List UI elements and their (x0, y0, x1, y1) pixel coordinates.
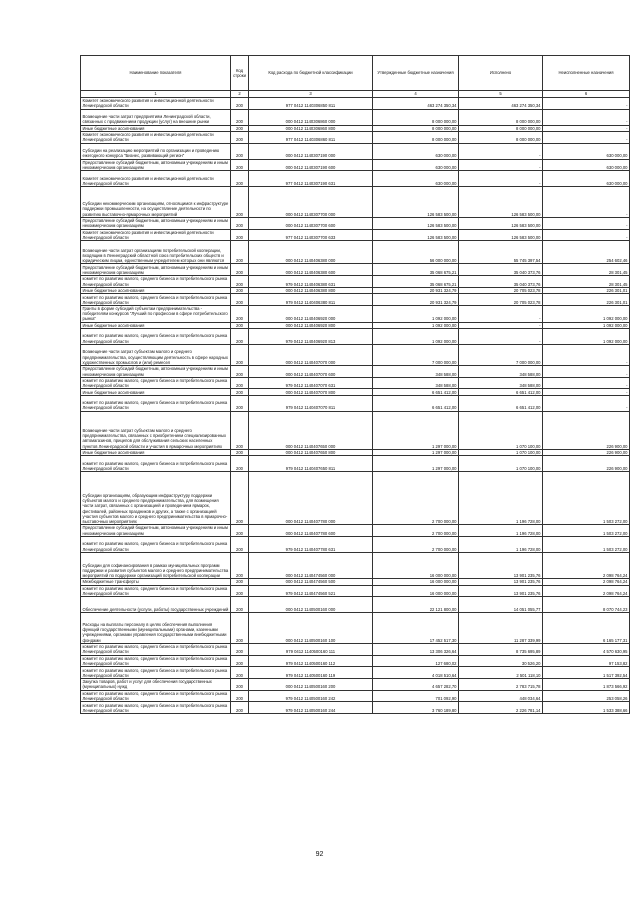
row-approved: 3 760 189,80 (373, 702, 459, 714)
row-executed: 126 583 500,00 (459, 217, 543, 229)
row-code: 200 (231, 472, 249, 525)
row-unexecuted: 1 092 000,00 (543, 328, 630, 344)
row-unexecuted: - (543, 389, 630, 395)
row-unexecuted: 226 301,01 (543, 287, 630, 293)
row-name: комитет по развитию малого, среднего бизнеса и потребительского рынка Ленинградской области (81, 294, 231, 306)
row-approved: 6 651 412,00 (373, 395, 459, 411)
row-approved: 126 583 500,00 (373, 217, 459, 229)
row-code: 200 (231, 187, 249, 218)
row-executed: 13 901 235,76 (459, 585, 543, 597)
row-name: комитет по развитию малого, среднего бизнеса и потребительского рынка Ленинградской области (81, 456, 231, 472)
row-code: 200 (231, 395, 249, 411)
row-unexecuted: 28 301,45 (543, 276, 630, 288)
row-budget-code: 979 0412 1140474560 521 (249, 585, 373, 597)
row-budget-code: 979 0412 1140407070 631 (249, 377, 373, 389)
row-executed: 6 651 412,00 (459, 389, 543, 395)
row-budget-code: 977 0412 1140307700 633 (249, 229, 373, 241)
row-budget-code: 000 0412 1140406920 800 (249, 322, 373, 328)
row-code: 200 (231, 456, 249, 472)
row-executed: 13 901 235,76 (459, 552, 543, 579)
row-code: 200 (231, 328, 249, 344)
row-executed: 126 583 500,00 (459, 187, 543, 218)
table-row (81, 241, 630, 264)
table-row (81, 525, 630, 537)
row-code: 200 (231, 125, 249, 131)
row-code: 200 (231, 690, 249, 702)
row-code: 200 (231, 411, 249, 449)
column-index: 5 (459, 91, 543, 98)
row-code: 200 (231, 613, 249, 644)
row-unexecuted: 28 301,45 (543, 264, 630, 276)
row-unexecuted: 226 900,00 (543, 449, 630, 455)
row-name: Предоставление субсидий бюджетным, автономным учреждениям и иным некоммерческим организациям (81, 217, 231, 229)
row-name: Иные бюджетные ассигнования (81, 287, 231, 293)
row-code: 200 (231, 305, 249, 322)
row-code: 200 (231, 143, 249, 159)
row-budget-code: 000 0412 1140407070 800 (249, 389, 373, 395)
column-index: 3 (249, 91, 373, 98)
table-row (81, 109, 630, 125)
row-executed: 6 651 412,00 (459, 395, 543, 411)
row-approved: 16 000 000,00 (373, 579, 459, 585)
table-row (81, 143, 630, 159)
row-budget-code: 000 0412 1140474560 500 (249, 579, 373, 585)
row-budget-code: 977 0412 1140307190 631 (249, 171, 373, 187)
row-name: комитет по развитию малого, среднего бизнеса и потребительского рынка Ленинградской области (81, 655, 231, 667)
row-executed: 55 745 397,54 (459, 241, 543, 264)
row-budget-code: 979 0412 1140500160 112 (249, 655, 373, 667)
row-code: 200 (231, 131, 249, 143)
row-unexecuted: - (543, 366, 630, 378)
row-approved: 4 018 510,64 (373, 667, 459, 679)
table-row (81, 655, 630, 667)
row-code: 200 (231, 552, 249, 579)
row-budget-code: 979 0412 1140407650 811 (249, 456, 373, 472)
row-budget-code: 979 0412 1140407070 811 (249, 395, 373, 411)
table-row (81, 229, 630, 241)
row-unexecuted: 226 301,01 (543, 294, 630, 306)
budget-execution-table (80, 55, 630, 714)
row-executed: 20 705 023,78 (459, 294, 543, 306)
row-budget-code: 000 0412 1140407650 800 (249, 449, 373, 455)
row-budget-code: 000 0412 1140407070 000 (249, 344, 373, 365)
table-row (81, 597, 630, 613)
row-code: 200 (231, 579, 249, 585)
table-row (81, 377, 630, 389)
column-index: 4 (373, 91, 459, 98)
row-code: 200 (231, 366, 249, 378)
row-unexecuted: 254 602,46 (543, 241, 630, 264)
table-row (81, 366, 630, 378)
row-budget-code: 979 0412 1140407780 631 (249, 536, 373, 552)
row-budget-code: 000 0412 1140407070 600 (249, 366, 373, 378)
table-row (81, 472, 630, 525)
row-code: 200 (231, 241, 249, 264)
table-row (81, 328, 630, 344)
header-budget-code: Код расхода по бюджетной классификации (249, 56, 373, 91)
row-code: 200 (231, 585, 249, 597)
row-executed: - (459, 328, 543, 344)
table-row (81, 171, 630, 187)
row-unexecuted: 97 153,82 (543, 655, 630, 667)
row-unexecuted: 1 092 000,00 (543, 322, 630, 328)
row-code: 200 (231, 377, 249, 389)
row-approved: 126 583 500,00 (373, 187, 459, 218)
row-unexecuted: 4 570 630,95 (543, 643, 630, 655)
table-row (81, 552, 630, 579)
row-name: Возмещение части затрат субъектам малого и среднего предпринимательства, осуществляющим деятельность в сфере народных художественных промыслов и (или) ремесел (81, 344, 231, 365)
row-approved: 20 931 324,79 (373, 294, 459, 306)
row-unexecuted: - (543, 229, 630, 241)
row-budget-code: 000 0412 1140307700 600 (249, 217, 373, 229)
row-approved: 2 700 000,00 (373, 472, 459, 525)
header-unexecuted: Неисполненные назначения (543, 56, 630, 91)
row-unexecuted: - (543, 344, 630, 365)
row-budget-code: 977 0412 1140306850 811 (249, 98, 373, 110)
row-executed: 8 000 000,00 (459, 125, 543, 131)
row-executed: 8 735 695,89 (459, 643, 543, 655)
row-name: комитет по развитию малого, среднего бизнеса и потребительского рынка Ленинградской области (81, 377, 231, 389)
row-unexecuted: 2 098 764,24 (543, 552, 630, 579)
row-code: 200 (231, 276, 249, 288)
row-approved: 22 121 800,00 (373, 597, 459, 613)
row-approved: 1 092 000,00 (373, 328, 459, 344)
row-name: Предоставление субсидий бюджетным, автономным учреждениям и иным некоммерческим организациям (81, 264, 231, 276)
row-code: 200 (231, 525, 249, 537)
row-unexecuted: 630 000,00 (543, 143, 630, 159)
row-executed: 348 588,00 (459, 377, 543, 389)
row-name: Возмещение части затрат организациям потребительской кооперации, входящим в Ленинградский областной союз потребительских обществ и юридическим лицам, единственным учредителем которых они являются (81, 241, 231, 264)
row-unexecuted: 630 000,00 (543, 159, 630, 171)
row-approved: 16 000 000,00 (373, 585, 459, 597)
row-name: Комитет экономического развития и инвестиционной деятельности Ленинградской области (81, 171, 231, 187)
row-name: Иные бюджетные ассигнования (81, 322, 231, 328)
table-header-row (81, 56, 630, 91)
row-name: Обеспечение деятельности (услуги, работы) государственных учреждений (81, 597, 231, 613)
row-executed: - (459, 322, 543, 328)
row-budget-code: 979 0412 1140500160 244 (249, 702, 373, 714)
row-unexecuted: - (543, 187, 630, 218)
row-executed: 1 196 728,00 (459, 472, 543, 525)
row-approved: 2 700 000,00 (373, 525, 459, 537)
row-approved: 348 588,00 (373, 366, 459, 378)
row-executed: 2 226 781,14 (459, 702, 543, 714)
row-budget-code: 979 0412 1140500160 111 (249, 643, 373, 655)
row-budget-code: 000 0412 1140407780 600 (249, 525, 373, 537)
row-code: 200 (231, 597, 249, 613)
row-unexecuted: 8 070 744,23 (543, 597, 630, 613)
row-approved: 13 306 326,64 (373, 643, 459, 655)
row-budget-code: 979 0412 1140500160 242 (249, 690, 373, 702)
row-executed: 14 051 055,77 (459, 597, 543, 613)
row-name: Закупка товаров, работ и услуг для обеспечения государственных (муниципальных) нужд (81, 678, 231, 690)
row-unexecuted: 1 517 392,54 (543, 667, 630, 679)
row-unexecuted: 1 873 566,92 (543, 678, 630, 690)
table-row (81, 702, 630, 714)
row-executed: 35 040 373,76 (459, 276, 543, 288)
row-unexecuted: - (543, 125, 630, 131)
row-code: 200 (231, 229, 249, 241)
row-name: Комитет экономического развития и инвестиционной деятельности Ленинградской области (81, 229, 231, 241)
table-row (81, 131, 630, 143)
row-code: 200 (231, 643, 249, 655)
row-approved: 348 588,00 (373, 377, 459, 389)
row-code: 200 (231, 171, 249, 187)
row-code: 200 (231, 667, 249, 679)
table-row (81, 344, 630, 365)
row-approved: 1 092 000,00 (373, 322, 459, 328)
table-row (81, 667, 630, 679)
row-name: Возмещение части затрат предприятиям Ленинградской области, связанных с продвижением продукции (услуг) на внешние рынки (81, 109, 231, 125)
row-executed: - (459, 305, 543, 322)
row-executed: 2 783 715,78 (459, 678, 543, 690)
row-unexecuted: - (543, 377, 630, 389)
row-approved: 35 068 675,21 (373, 264, 459, 276)
row-budget-code: 000 0412 1140406380 600 (249, 264, 373, 276)
row-executed: 1 070 100,00 (459, 449, 543, 455)
row-approved: 463 274 350,34 (373, 98, 459, 110)
table-row (81, 678, 630, 690)
row-unexecuted: - (543, 109, 630, 125)
column-index: 2 (231, 91, 249, 98)
row-unexecuted: 1 092 000,00 (543, 305, 630, 322)
row-code: 200 (231, 287, 249, 293)
column-index: 6 (543, 91, 630, 98)
row-code: 200 (231, 702, 249, 714)
table-row (81, 217, 630, 229)
row-code: 200 (231, 322, 249, 328)
table-row (81, 305, 630, 322)
table-row (81, 411, 630, 449)
table-row (81, 98, 630, 110)
row-budget-code: 000 0412 1140406380 800 (249, 287, 373, 293)
row-budget-code: 000 0412 1140307190 600 (249, 159, 373, 171)
row-unexecuted: 1 503 272,00 (543, 472, 630, 525)
row-executed: 1 070 100,00 (459, 456, 543, 472)
row-executed: 2 501 118,10 (459, 667, 543, 679)
row-unexecuted: - (543, 98, 630, 110)
row-code: 200 (231, 536, 249, 552)
row-executed: 1 196 728,00 (459, 536, 543, 552)
row-executed: 35 040 373,76 (459, 264, 543, 276)
row-approved: 1 297 000,00 (373, 411, 459, 449)
row-name: Возмещение части затрат субъектам малого и среднего предпринимательства, связанных с приобретением специализированных автомагазинов, прицепов для обслуживания сельских населенных пунктов Ленинградской области и участия в ярмарочных мероприятиях (81, 411, 231, 449)
row-code: 200 (231, 159, 249, 171)
row-name: Субсидии некоммерческим организациям, относящимся к инфраструктуре поддержки промышленности, на осуществление деятельности по развитию выставочно-ярмарочных мероприятий (81, 187, 231, 218)
row-executed: 463 274 350,34 (459, 98, 543, 110)
row-code: 200 (231, 678, 249, 690)
row-unexecuted: 226 900,00 (543, 411, 630, 449)
row-name: комитет по развитию малого, среднего бизнеса и потребительского рынка Ленинградской области (81, 395, 231, 411)
row-name: комитет по развитию малого, среднего бизнеса и потребительского рынка Ленинградской области (81, 667, 231, 679)
row-budget-code: 000 0412 1140306860 000 (249, 109, 373, 125)
row-unexecuted: - (543, 217, 630, 229)
table-row (81, 613, 630, 644)
row-executed: 1 070 100,00 (459, 411, 543, 449)
row-approved: 127 680,02 (373, 655, 459, 667)
row-approved: 1 092 000,00 (373, 305, 459, 322)
row-approved: 630 000,00 (373, 143, 459, 159)
row-approved: 1 297 000,00 (373, 456, 459, 472)
table-row (81, 395, 630, 411)
row-code: 200 (231, 109, 249, 125)
row-unexecuted: - (543, 131, 630, 143)
row-code: 200 (231, 389, 249, 395)
row-name: Комитет экономического развития и инвестиционной деятельности Ленинградской области (81, 98, 231, 110)
row-name: Субсидии на реализацию мероприятий по организации и проведению ежегодного конкурса "Бизнес, развивающий регион" (81, 143, 231, 159)
row-name: Предоставление субсидий бюджетным, автономным учреждениям и иным некоммерческим организациям (81, 525, 231, 537)
row-name: Расходы на выплаты персоналу в целях обеспечения выполнения функций государственными (муниципальными) органами, казенными учреждениями, органами управления государственными внебюджетными фондами (81, 613, 231, 644)
row-name: Предоставление субсидий бюджетным, автономным учреждениям и иным некоммерческим организациям (81, 366, 231, 378)
row-name: Гранты в форме субсидий субъектам предпринимательства - победителям конкурсов "Лучший по профессии в сфере потребительского рынка" (81, 305, 231, 322)
header-name: Наименование показателя (81, 56, 231, 91)
row-budget-code: 000 0412 1140307700 000 (249, 187, 373, 218)
row-unexecuted: 226 900,00 (543, 456, 630, 472)
row-executed: 126 583 500,00 (459, 229, 543, 241)
row-budget-code: 979 0412 1140406380 631 (249, 276, 373, 288)
row-approved: 20 931 324,79 (373, 287, 459, 293)
table-row (81, 276, 630, 288)
row-approved: 701 092,90 (373, 690, 459, 702)
row-approved: 8 000 000,00 (373, 109, 459, 125)
row-code: 200 (231, 449, 249, 455)
row-approved: 6 651 412,00 (373, 389, 459, 395)
row-budget-code: 977 0412 1140306860 811 (249, 131, 373, 143)
row-approved: 16 000 000,00 (373, 552, 459, 579)
row-executed: 1 196 728,00 (459, 525, 543, 537)
row-budget-code: 979 0412 1140500160 119 (249, 667, 373, 679)
row-code: 200 (231, 344, 249, 365)
row-name: Межбюджетные трансферты (81, 579, 231, 585)
row-approved: 2 700 000,00 (373, 536, 459, 552)
row-executed: 20 705 023,78 (459, 287, 543, 293)
row-executed: 348 588,00 (459, 366, 543, 378)
row-budget-code: 000 0412 1140406920 000 (249, 305, 373, 322)
row-approved: 35 068 675,21 (373, 276, 459, 288)
row-unexecuted: 1 503 272,00 (543, 536, 630, 552)
row-name: Иные бюджетные ассигнования (81, 389, 231, 395)
row-unexecuted: 630 000,00 (543, 171, 630, 187)
row-approved: 8 000 000,00 (373, 125, 459, 131)
table-row (81, 264, 630, 276)
table-row (81, 456, 630, 472)
row-code: 200 (231, 264, 249, 276)
row-executed: 30 526,20 (459, 655, 543, 667)
table-row (81, 643, 630, 655)
row-budget-code: 000 0412 1140500160 200 (249, 678, 373, 690)
row-approved: 630 000,00 (373, 171, 459, 187)
row-code: 200 (231, 294, 249, 306)
column-index: 1 (81, 91, 231, 98)
row-executed: 8 000 000,00 (459, 109, 543, 125)
row-budget-code: 000 0412 1140500160 100 (249, 613, 373, 644)
row-name: комитет по развитию малого, среднего бизнеса и потребительского рынка Ленинградской области (81, 536, 231, 552)
row-approved: 4 657 282,70 (373, 678, 459, 690)
row-executed: - (459, 143, 543, 159)
row-executed: - (459, 171, 543, 187)
row-unexecuted: 1 533 388,66 (543, 702, 630, 714)
row-name: Иные бюджетные ассигнования (81, 125, 231, 131)
row-approved: 630 000,00 (373, 159, 459, 171)
row-name: комитет по развитию малого, среднего бизнеса и потребительского рынка Ленинградской области (81, 690, 231, 702)
row-name: комитет по развитию малого, среднего бизнеса и потребительского рынка Ленинградской области (81, 585, 231, 597)
row-executed: 13 901 235,76 (459, 579, 543, 585)
row-code: 200 (231, 655, 249, 667)
row-executed: - (459, 159, 543, 171)
row-name: Субсидии организациям, образующим инфраструктуру поддержки субъектов малого и среднего предпринимательства, для возмещения части затрат, связанных с организацией и проведением ярмарок, фестивалей, районных праздников и других, а также с организацией участия субъектов малого и среднего предпринимательства в ярмарочно-выставочных мероприятиях (81, 472, 231, 525)
row-name: Субсидии для софинансирования в рамках муниципальных программ поддержки и развития субъектов малого и среднего предпринимательства мероприятий по поддержке организаций потребительской кооперации (81, 552, 231, 579)
row-name: комитет по развитию малого, среднего бизнеса и потребительского рынка Ленинградской области (81, 328, 231, 344)
row-approved: 1 297 000,00 (373, 449, 459, 455)
table-row (81, 294, 630, 306)
row-budget-code: 979 0412 1140406920 813 (249, 328, 373, 344)
row-unexecuted: 6 165 177,31 (543, 613, 630, 644)
row-name: комитет по развитию малого, среднего бизнеса и потребительского рынка Ленинградской области (81, 276, 231, 288)
row-name: Комитет экономического развития и инвестиционной деятельности Ленинградской области (81, 131, 231, 143)
row-unexecuted: 2 098 764,24 (543, 585, 630, 597)
row-budget-code: 979 0412 1140406380 811 (249, 294, 373, 306)
row-executed: 448 034,64 (459, 690, 543, 702)
row-unexecuted: - (543, 395, 630, 411)
row-budget-code: 000 0412 1140406380 000 (249, 241, 373, 264)
row-budget-code: 000 0412 1140407650 000 (249, 411, 373, 449)
row-name: Иные бюджетные ассигнования (81, 449, 231, 455)
table-row (81, 536, 630, 552)
row-approved: 7 000 000,00 (373, 344, 459, 365)
table-body (81, 98, 630, 714)
row-name: комитет по развитию малого, среднего бизнеса и потребительского рынка Ленинградской области (81, 643, 231, 655)
row-approved: 17 452 517,30 (373, 613, 459, 644)
header-executed: Исполнено (459, 56, 543, 91)
row-approved: 126 583 500,00 (373, 229, 459, 241)
row-executed: 11 287 339,99 (459, 613, 543, 644)
row-name: Предоставление субсидий бюджетным, автономным учреждениям и иным некоммерческим организациям (81, 159, 231, 171)
row-executed: 7 000 000,00 (459, 344, 543, 365)
column-index-row (81, 91, 630, 98)
header-row-code: Код строки (231, 56, 249, 91)
row-approved: 8 000 000,00 (373, 131, 459, 143)
row-unexecuted: 253 058,26 (543, 690, 630, 702)
row-budget-code: 000 0412 1140407780 000 (249, 472, 373, 525)
table-row (81, 690, 630, 702)
table-row (81, 585, 630, 597)
row-approved: 56 000 000,00 (373, 241, 459, 264)
row-unexecuted: 2 098 764,24 (543, 579, 630, 585)
table-row (81, 159, 630, 171)
row-budget-code: 000 0412 1140474560 000 (249, 552, 373, 579)
row-code: 200 (231, 217, 249, 229)
table-row (81, 187, 630, 218)
row-name: комитет по развитию малого, среднего бизнеса и потребительского рынка Ленинградской области (81, 702, 231, 714)
row-code: 200 (231, 98, 249, 110)
row-budget-code: 000 0412 1140306860 800 (249, 125, 373, 131)
row-budget-code: 000 0412 1140307190 000 (249, 143, 373, 159)
row-unexecuted: 1 503 272,00 (543, 525, 630, 537)
row-budget-code: 000 0412 1140500160 000 (249, 597, 373, 613)
row-executed: 8 000 000,00 (459, 131, 543, 143)
header-approved: Утвержденные бюджетные назначения (373, 56, 459, 91)
page-number: 92 (315, 851, 324, 858)
